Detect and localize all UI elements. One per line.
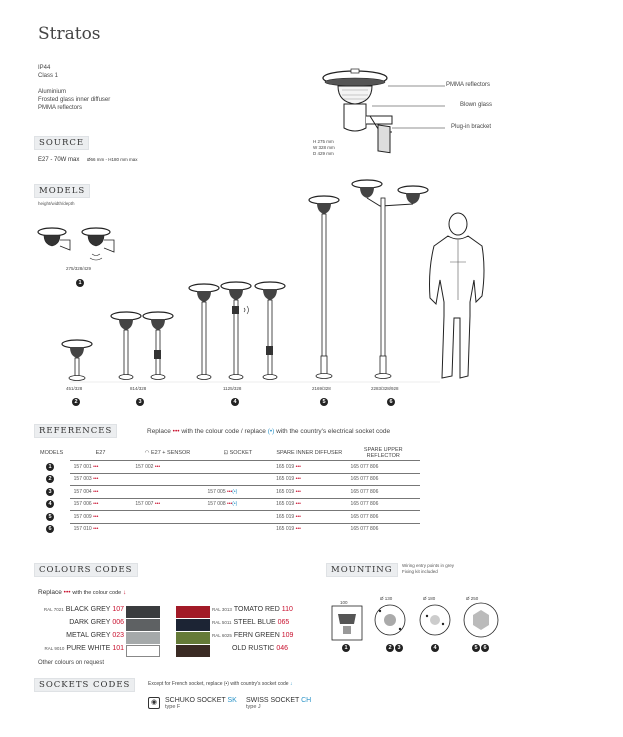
mount-label-2: 2 (386, 644, 394, 652)
colours-footnote: Other colours on request (38, 660, 105, 666)
colour-row: DARK GREY 006 (38, 619, 160, 632)
row-number: 5 (46, 513, 54, 521)
colours-heading: COLOURS CODES (34, 563, 138, 577)
model-5-lamppost (309, 196, 339, 379)
col-e27: E27 (95, 450, 106, 456)
models-illustration (30, 170, 490, 410)
reflector-code: 165 077 806 (350, 513, 379, 520)
spec-list (38, 64, 110, 112)
colour-swatch (176, 645, 210, 657)
socket-code: 157 008 (207, 501, 226, 508)
references-note (147, 428, 390, 435)
mount-label-5: 5 (472, 644, 480, 652)
colour-column-right (176, 606, 294, 658)
sensor-icon: ◠ (144, 450, 151, 456)
row-number: 6 (46, 525, 54, 533)
model-6-lamppost (352, 180, 428, 379)
diffuser-code: 165 019 (276, 501, 295, 508)
reflector-code: 165 077 806 (350, 476, 379, 483)
reflector-code: 165 077 806 (350, 488, 379, 495)
sockets-heading: SOCKETS CODES (34, 678, 135, 692)
colour-swatch (126, 632, 160, 644)
colour-row: RAL 9010 PURE WHITE 101 (38, 645, 160, 658)
colour-swatch (176, 606, 210, 618)
colours-replace-note: Replace ••• with the colour code ↓ (38, 589, 127, 596)
dimension-list (313, 139, 335, 157)
col-models: MODELS (40, 450, 64, 457)
human-scale-figure (430, 213, 485, 378)
spec-gap (38, 80, 110, 88)
mount-dim-180: Ø 180 (423, 596, 436, 601)
model-3-number: 3 (136, 398, 144, 406)
model-5-dims: 2169/328 (312, 386, 331, 391)
table-row: 6 157 010 ••• 165 019 ••• 165 077 806 (36, 523, 420, 535)
lamp-type: E27 - 70W max (38, 157, 80, 163)
e27-code: 157 010 (73, 526, 92, 533)
col-socket: ⊡ SOCKET (223, 450, 253, 456)
sensor-code: 157 007 (135, 501, 154, 508)
diffuser-code: 165 019 (276, 513, 295, 520)
reflector-code: 165 077 806 (350, 501, 379, 508)
model-2-number: 2 (72, 398, 80, 406)
spec-ip: IP44 (38, 65, 51, 71)
e27-code: 157 009 (73, 513, 92, 520)
arrow-down-icon: ↓ (123, 589, 127, 596)
sockets-note: Except for French socket, replace (•) with country's socket code ↓ (148, 681, 293, 687)
diffuser-code: 165 019 (276, 463, 295, 470)
model-6-dims: 2283/328/928 (371, 386, 399, 391)
callout-bracket: Plug-in bracket (451, 124, 492, 130)
spec-reflectors: PMMA reflectors (38, 105, 83, 111)
socket-icon: ◉ (148, 697, 160, 709)
reflector-code: 165 077 806 (350, 463, 379, 470)
colour-row: RAL 5011 STEEL BLUE 065 (176, 619, 288, 632)
colour-column-left (38, 606, 160, 658)
colour-swatch (176, 632, 210, 644)
page-title: Stratos (38, 24, 101, 44)
mount-label-6: 6 (481, 644, 489, 652)
model-1-wall-lamp (38, 228, 114, 260)
mount-label-4: 4 (431, 644, 439, 652)
table-row: 1 157 001 ••• 157 002 ••• 165 019 ••• 165 077 806 (36, 461, 420, 474)
model-1-number: 1 (76, 279, 84, 287)
mount-plate-1 (332, 606, 362, 640)
dim-w: W 328 mm (313, 145, 335, 150)
table-row: 2 157 003 ••• 165 019 ••• 165 077 806 (36, 473, 420, 486)
callout-glass: Blown glass (460, 102, 493, 108)
models-heading: MODELS (34, 184, 90, 198)
references-heading: REFERENCES (34, 424, 117, 438)
mount-plate-23 (375, 605, 405, 635)
model-2-bollard (62, 340, 92, 381)
mount-label-1: 1 (342, 644, 350, 652)
model-3-bollards (111, 312, 173, 380)
model-4-bollards (189, 282, 285, 380)
model-6-number: 6 (387, 398, 395, 406)
col-sensor: ◠ E27 + SENSOR (144, 450, 191, 456)
mount-dim-100: 100 (340, 600, 348, 605)
e27-code: 157 003 (73, 476, 92, 483)
e27-code: 157 006 (73, 501, 92, 508)
spec-class: Class 1 (38, 73, 59, 79)
e27-code: 157 001 (73, 463, 92, 470)
model-4-dims: 1125/328 (223, 386, 242, 391)
mounting-heading: MOUNTING (326, 563, 398, 577)
model-4-number: 4 (231, 398, 239, 406)
e27-code: 157 004 (73, 488, 92, 495)
diffuser-code: 165 019 (276, 488, 295, 495)
mount-dim-130: Ø 130 (380, 596, 393, 601)
mounting-diagrams (326, 596, 501, 648)
colour-row: OLD RUSTIC 046 (176, 645, 288, 658)
mount-dim-250: Ø 250 (466, 596, 479, 601)
col-reflector: SPARE UPPER REFLECTOR (363, 447, 403, 459)
callout-reflectors: PMMA reflectors (446, 82, 491, 88)
colour-row: METAL GREY 023 (38, 632, 160, 645)
reflector-code: 165 077 806 (350, 526, 379, 533)
model-3-dims: 814/328 (130, 386, 147, 391)
sensor-code: 157 002 (135, 463, 154, 470)
mounting-notes: Wiring entry points in grey Fixing kit included (402, 563, 455, 574)
table-row: 4 157 006 ••• 157 007 ••• 157 008 •••(•) 165 019 ••• 165 077 806 (36, 498, 420, 511)
row-number: 3 (46, 488, 54, 496)
colour-swatch (126, 606, 160, 618)
socket-code: 157 005 (207, 488, 226, 495)
mount-label-3: 3 (395, 644, 403, 652)
col-diffuser: SPARE INNER DIFFUSER (276, 450, 343, 456)
spec-material: Aluminium (38, 89, 67, 95)
row-number: 4 (46, 500, 54, 508)
dim-h: H 275 mm (313, 139, 334, 144)
colour-row: RAL 7021 BLACK GREY 107 (38, 606, 160, 619)
colour-row: RAL 3013 TOMATO RED 110 (176, 606, 288, 619)
mount-plate-4 (420, 605, 450, 635)
diffuser-code: 165 019 (276, 526, 295, 533)
note-suffix: with the country's electrical socket code (276, 428, 391, 435)
socket-swiss: SWISS SOCKET CH type J (246, 697, 312, 710)
dim-d: D 429 mm (313, 151, 334, 156)
colour-swatch (176, 619, 210, 631)
row-number: 2 (46, 475, 54, 483)
arrow-down-icon: ↓ (289, 681, 293, 687)
models-subheading: height/width/depth (38, 201, 75, 206)
note-middle: with the colour code / replace (181, 428, 266, 435)
source-lamp (38, 157, 138, 163)
row-number: 1 (46, 463, 54, 471)
socket-icon: ⊡ (223, 450, 230, 456)
table-header-row (36, 446, 420, 461)
colour-swatch (126, 645, 160, 657)
references-table (36, 446, 420, 535)
note-dots: ••• (172, 428, 180, 435)
model-2-dims: 451/328 (66, 386, 83, 391)
note-plug: (•) (267, 428, 275, 435)
socket-schuko: SCHUKO SOCKET SK type F (165, 697, 237, 710)
note-prefix: Replace (147, 428, 171, 435)
model-1-dims: 275/328/429 (66, 266, 92, 271)
diffuser-code: 165 019 (276, 476, 295, 483)
colour-swatch (126, 619, 160, 631)
table-row: 5 157 009 ••• 165 019 ••• 165 077 806 (36, 511, 420, 524)
model-5-number: 5 (320, 398, 328, 406)
lamp-size: Ø66 mm - H180 mm max (87, 157, 138, 162)
spec-diffuser: Frosted glass inner diffuser (38, 97, 111, 103)
table-row: 3 157 004 ••• 157 005 •••(•) 165 019 ••• 165 077 806 (36, 486, 420, 499)
mount-plate-56 (464, 603, 498, 637)
colour-row: RAL 6025 FERN GREEN 109 (176, 632, 288, 645)
source-heading: SOURCE (34, 136, 89, 150)
